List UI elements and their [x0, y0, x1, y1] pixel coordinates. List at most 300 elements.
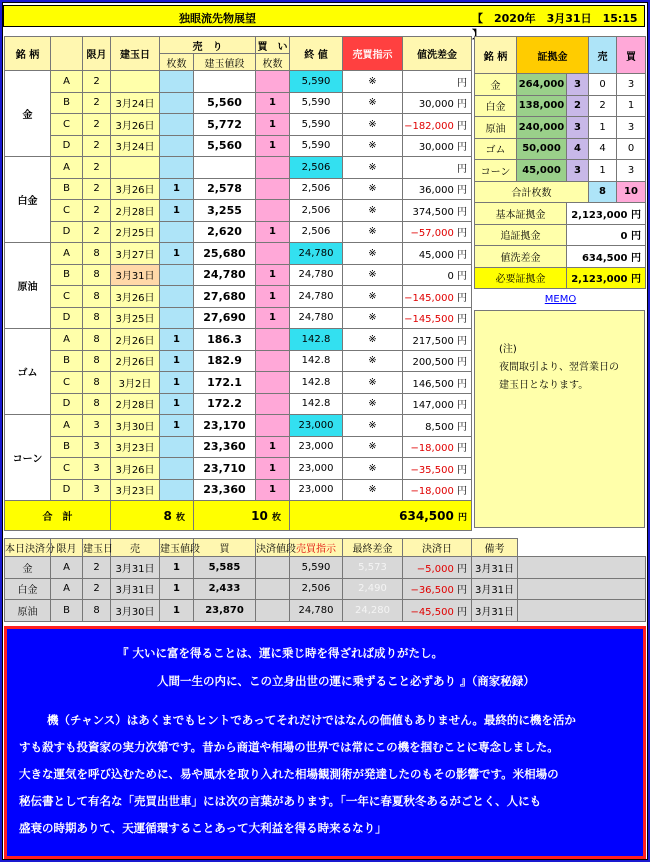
margin-commodity: コーン — [475, 160, 517, 182]
commodity-name: 原油 — [5, 243, 51, 329]
contract-letter: B — [51, 436, 83, 458]
mark-to-market-value: 634,500 円 — [567, 246, 646, 268]
sell-qty — [160, 92, 194, 114]
close-price: 5,590 — [290, 114, 343, 136]
contract-letter: D — [51, 135, 83, 157]
contract-letter: A — [51, 71, 83, 93]
position-row — [5, 71, 472, 93]
settle-header-8: 最終差金 — [343, 539, 403, 557]
pnl-value: 147,000 円 — [403, 393, 472, 415]
entry-price: 3,255 — [194, 200, 256, 222]
settle-pnl: −5,000 円 — [403, 557, 472, 579]
entry-price — [194, 71, 256, 93]
contract-month: 2 — [83, 221, 111, 243]
contract-month: 2 — [83, 114, 111, 136]
pnl-value: 200,500 円 — [403, 350, 472, 372]
position-row — [5, 436, 472, 458]
signal-mark: ※ — [343, 372, 403, 394]
settle-header-9: 決済日 — [403, 539, 472, 557]
sell-qty — [160, 157, 194, 179]
margin-row — [475, 95, 646, 117]
additional-margin-value: 0 円 — [567, 224, 646, 246]
sell-qty: 1 — [160, 243, 194, 265]
margin-count: 3 — [567, 160, 589, 182]
entry-price: 5,560 — [194, 135, 256, 157]
margin-buy: 3 — [617, 74, 646, 96]
settle-remarks — [518, 578, 646, 600]
col-sagaku: 値洗差金 — [403, 37, 472, 71]
close-price: 24,780 — [290, 286, 343, 308]
buy-qty — [256, 243, 290, 265]
contract-letter: B — [51, 350, 83, 372]
side-col-shoko: 証拠金 — [517, 37, 589, 74]
contract-letter: A — [51, 415, 83, 437]
contract-letter: C — [51, 286, 83, 308]
position-row — [5, 221, 472, 243]
sell-qty: 1 — [160, 393, 194, 415]
sell-qty — [160, 114, 194, 136]
position-row — [5, 135, 472, 157]
settle-header-2: 建玉日 — [83, 539, 111, 557]
entry-date: 3月25日 — [111, 307, 160, 329]
close-price: 2,506 — [290, 157, 343, 179]
signal-mark: ※ — [343, 114, 403, 136]
settle-sell: 1 — [160, 557, 194, 579]
signal-mark: ※ — [343, 178, 403, 200]
entry-price: 5,772 — [194, 114, 256, 136]
commodity-name: ゴム — [5, 329, 51, 415]
sell-qty: 1 — [160, 178, 194, 200]
close-price: 5,590 — [290, 92, 343, 114]
entry-price: 2,620 — [194, 221, 256, 243]
settle-date: 3月31日 — [472, 578, 518, 600]
sell-qty — [160, 286, 194, 308]
settle-header-6: 決済値段 — [256, 539, 290, 557]
position-row — [5, 157, 472, 179]
position-row — [5, 114, 472, 136]
entry-price: 172.1 — [194, 372, 256, 394]
signal-mark: ※ — [343, 135, 403, 157]
settle-header-1: 限月 — [51, 539, 83, 557]
contract-letter: A — [51, 157, 83, 179]
pnl-value: −145,500 円 — [403, 307, 472, 329]
contract-month: 8 — [83, 286, 111, 308]
signal-mark: ※ — [343, 286, 403, 308]
col-uri-maisuu: 枚数 — [160, 54, 194, 71]
margin-buy: 3 — [617, 160, 646, 182]
close-price: 23,000 — [290, 479, 343, 501]
margin-buy: 1 — [617, 95, 646, 117]
margin-table — [474, 36, 646, 289]
total-label: 合 計 — [5, 501, 111, 531]
pnl-value: 146,500 円 — [403, 372, 472, 394]
contract-letter: D — [51, 393, 83, 415]
entry-date: 2月26日 — [111, 350, 160, 372]
signal-mark: ※ — [343, 393, 403, 415]
entry-date: 2月28日 — [111, 200, 160, 222]
signal-mark: ※ — [343, 264, 403, 286]
position-row — [5, 350, 472, 372]
settle-price: 24,780 — [290, 600, 343, 622]
buy-qty: 1 — [256, 436, 290, 458]
buy-qty — [256, 157, 290, 179]
sell-qty — [160, 436, 194, 458]
entry-price: 186.3 — [194, 329, 256, 351]
settle-header-3: 売 — [111, 539, 160, 557]
entry-date: 3月31日 — [111, 264, 160, 286]
margin-amount: 45,000 — [517, 160, 567, 182]
entry-date: 3月23日 — [111, 436, 160, 458]
signal-mark: ※ — [343, 92, 403, 114]
settle-price: 5,590 — [290, 557, 343, 579]
col-meigara: 銘 柄 — [5, 37, 51, 71]
side-count-buy: 10 — [617, 181, 646, 203]
settle-entry-date: 3月31日 — [111, 557, 160, 579]
signal-mark: ※ — [343, 479, 403, 501]
settle-remarks — [518, 557, 646, 579]
quote-line-2: 人間一生の内に、この立身出世の運に乗ずること必ずあり 』（商家秘録） — [157, 674, 535, 688]
contract-month: 3 — [83, 458, 111, 480]
contract-month: 8 — [83, 372, 111, 394]
contract-month: 8 — [83, 329, 111, 351]
quote-line-4: すも殺すも投資家の実力次第です。昔から商道や相場の世界では常にこの機を掴むことに専念しました。 — [19, 740, 559, 754]
settle-header-10: 備考 — [472, 539, 518, 557]
buy-qty: 1 — [256, 479, 290, 501]
close-price: 142.8 — [290, 329, 343, 351]
close-price: 24,780 — [290, 264, 343, 286]
margin-commodity: 原油 — [475, 117, 517, 139]
contract-month: 8 — [83, 264, 111, 286]
settle-letter: A — [51, 557, 83, 579]
position-row — [5, 372, 472, 394]
pnl-value: −182,000 円 — [403, 114, 472, 136]
memo-box — [474, 294, 645, 528]
margin-sell: 1 — [589, 117, 617, 139]
basic-margin-value: 2,123,000 円 — [567, 203, 646, 225]
quote-line-7: 盛衰の時期ありて、天運循環することあって大利益を得る時来るなり」 — [19, 821, 387, 835]
close-price: 23,000 — [290, 436, 343, 458]
side-col-kai: 買 — [617, 37, 646, 74]
pnl-value: 円 — [403, 71, 472, 93]
sell-qty: 1 — [160, 329, 194, 351]
signal-mark: ※ — [343, 200, 403, 222]
pnl-value: −18,000 円 — [403, 479, 472, 501]
settle-date: 3月31日 — [472, 557, 518, 579]
pnl-value: −18,000 円 — [403, 436, 472, 458]
signal-mark: ※ — [343, 221, 403, 243]
contract-letter: C — [51, 458, 83, 480]
position-row — [5, 393, 472, 415]
buy-qty — [256, 71, 290, 93]
contract-letter: C — [51, 114, 83, 136]
signal-mark: ※ — [343, 350, 403, 372]
buy-qty: 1 — [256, 221, 290, 243]
settle-header-0: 本日決済分 — [5, 539, 51, 557]
settle-letter: A — [51, 578, 83, 600]
contract-month: 2 — [83, 135, 111, 157]
col-kai: 買 い — [256, 37, 290, 54]
margin-amount: 50,000 — [517, 138, 567, 160]
margin-sell: 4 — [589, 138, 617, 160]
settle-entry-date: 3月30日 — [111, 600, 160, 622]
memo-link[interactable]: MEMO — [544, 294, 577, 305]
signal-mark: ※ — [343, 71, 403, 93]
settle-header-4: 建玉値段 — [160, 539, 194, 557]
settle-buy — [256, 578, 290, 600]
pnl-value: 36,000 円 — [403, 178, 472, 200]
additional-margin-label: 追証拠金 — [475, 224, 567, 246]
contract-month: 2 — [83, 200, 111, 222]
entry-date: 3月24日 — [111, 92, 160, 114]
sell-qty — [160, 221, 194, 243]
entry-date — [111, 71, 160, 93]
entry-date: 2月25日 — [111, 221, 160, 243]
settle-row — [5, 557, 646, 579]
settle-row — [5, 578, 646, 600]
margin-row — [475, 117, 646, 139]
contract-month: 2 — [83, 92, 111, 114]
sell-qty — [160, 458, 194, 480]
total-diff: 634,500 円 — [290, 501, 472, 531]
contract-letter: D — [51, 221, 83, 243]
close-price: 5,590 — [290, 135, 343, 157]
settle-row — [5, 600, 646, 622]
entry-date: 3月26日 — [111, 286, 160, 308]
contract-month: 8 — [83, 307, 111, 329]
margin-amount: 264,000 — [517, 74, 567, 96]
signal-mark: ※ — [343, 307, 403, 329]
entry-price: 27,680 — [194, 286, 256, 308]
settle-date: 3月31日 — [472, 600, 518, 622]
date-stamp: 【 2020年 3月31日 15:15 】 — [472, 12, 638, 41]
total-sell: 8 枚 — [111, 501, 194, 531]
margin-sell: 1 — [589, 160, 617, 182]
required-margin-value: 2,123,000 円 — [567, 267, 646, 289]
margin-count: 4 — [567, 138, 589, 160]
pnl-value: 0 円 — [403, 264, 472, 286]
entry-price: 172.2 — [194, 393, 256, 415]
sell-qty: 1 — [160, 200, 194, 222]
margin-buy: 3 — [617, 117, 646, 139]
sell-qty — [160, 135, 194, 157]
col-uri: 売 り — [160, 37, 256, 54]
sell-qty: 1 — [160, 372, 194, 394]
contract-month: 2 — [83, 157, 111, 179]
margin-buy: 0 — [617, 138, 646, 160]
settle-signal: 24,280 — [343, 600, 403, 622]
settle-commodity: 白金 — [5, 578, 51, 600]
contract-month: 3 — [83, 436, 111, 458]
margin-amount: 240,000 — [517, 117, 567, 139]
position-row — [5, 286, 472, 308]
close-price: 24,780 — [290, 243, 343, 265]
contract-letter: C — [51, 200, 83, 222]
settle-month: 2 — [83, 578, 111, 600]
contract-letter: C — [51, 372, 83, 394]
positions-table — [4, 36, 472, 531]
settle-letter: B — [51, 600, 83, 622]
margin-commodity: 白金 — [475, 95, 517, 117]
side-col-meigara: 銘 柄 — [475, 37, 517, 74]
margin-row — [475, 138, 646, 160]
pnl-value: −35,500 円 — [403, 458, 472, 480]
entry-date: 3月27日 — [111, 243, 160, 265]
entry-price: 5,560 — [194, 92, 256, 114]
buy-qty: 1 — [256, 114, 290, 136]
side-count-sell: 8 — [589, 181, 617, 203]
close-price: 5,590 — [290, 71, 343, 93]
close-price: 2,506 — [290, 200, 343, 222]
commodity-name: 白金 — [5, 157, 51, 243]
position-row — [5, 200, 472, 222]
settle-buy — [256, 600, 290, 622]
margin-count: 2 — [567, 95, 589, 117]
quote-line-1: 『 大いに富を得ることは、運に乗じ時を得ざれば成りがたし。 — [117, 646, 444, 660]
col-gentsuki: 限月 — [83, 37, 111, 71]
settle-entry-price: 2,433 — [194, 578, 256, 600]
contract-letter: A — [51, 329, 83, 351]
sell-qty — [160, 307, 194, 329]
required-margin-label: 必要証拠金 — [475, 267, 567, 289]
position-row — [5, 307, 472, 329]
entry-price: 2,578 — [194, 178, 256, 200]
buy-qty — [256, 415, 290, 437]
signal-mark: ※ — [343, 415, 403, 437]
settle-entry-price: 5,585 — [194, 557, 256, 579]
settle-entry-price: 23,870 — [194, 600, 256, 622]
entry-date: 3月24日 — [111, 135, 160, 157]
basic-margin-label: 基本証拠金 — [475, 203, 567, 225]
settle-buy — [256, 557, 290, 579]
contract-letter: A — [51, 243, 83, 265]
settle-month: 8 — [83, 600, 111, 622]
entry-price: 23,170 — [194, 415, 256, 437]
entry-date: 3月23日 — [111, 479, 160, 501]
contract-month: 3 — [83, 415, 111, 437]
commodity-name: 金 — [5, 71, 51, 157]
buy-qty: 1 — [256, 135, 290, 157]
entry-price: 23,360 — [194, 479, 256, 501]
pnl-value: −145,000 円 — [403, 286, 472, 308]
close-price: 142.8 — [290, 393, 343, 415]
position-row — [5, 264, 472, 286]
memo-note: (注) 夜間取引より、翌営業日の 建玉日となります。 — [499, 344, 619, 391]
margin-sell: 2 — [589, 95, 617, 117]
margin-sell: 0 — [589, 74, 617, 96]
quote-line-5: 大きな運気を呼び込むために、易や風水を取り入れた相場観測術が発達したのもその影響です。米相場の — [19, 767, 559, 781]
sell-qty: 1 — [160, 350, 194, 372]
contract-letter: B — [51, 264, 83, 286]
col-signal: 売買指示 — [343, 37, 403, 71]
close-price: 2,506 — [290, 178, 343, 200]
position-row — [5, 415, 472, 437]
close-price: 142.8 — [290, 372, 343, 394]
entry-price: 24,780 — [194, 264, 256, 286]
entry-date: 3月26日 — [111, 178, 160, 200]
position-row — [5, 178, 472, 200]
col-owarine: 終 値 — [290, 37, 343, 71]
entry-date: 3月30日 — [111, 415, 160, 437]
entry-price: 23,710 — [194, 458, 256, 480]
pnl-value: 45,000 円 — [403, 243, 472, 265]
margin-commodity: ゴム — [475, 138, 517, 160]
close-price: 142.8 — [290, 350, 343, 372]
margin-commodity: 金 — [475, 74, 517, 96]
close-price: 23,000 — [290, 458, 343, 480]
quote-line-6: 秘伝書として有名な「売買出世車」には次の言葉があります。「一年に春夏秋冬あるがごとく、人にも — [19, 794, 542, 808]
page-title: 独眼流先物展望 — [179, 12, 256, 25]
contract-letter: B — [51, 92, 83, 114]
settle-signal: 5,573 — [343, 557, 403, 579]
contract-month: 8 — [83, 393, 111, 415]
title-bar — [3, 5, 645, 41]
contract-month: 2 — [83, 178, 111, 200]
entry-price: 23,360 — [194, 436, 256, 458]
col-tateyobi: 建玉日 — [111, 37, 160, 71]
entry-date: 2月28日 — [111, 393, 160, 415]
buy-qty: 1 — [256, 307, 290, 329]
settle-header-7: 売買指示 — [290, 539, 343, 557]
commodity-name: コーン — [5, 415, 51, 501]
pnl-value: 8,500 円 — [403, 415, 472, 437]
entry-date: 3月26日 — [111, 114, 160, 136]
settle-entry-date: 3月31日 — [111, 578, 160, 600]
settle-price: 2,506 — [290, 578, 343, 600]
buy-qty — [256, 393, 290, 415]
signal-mark: ※ — [343, 329, 403, 351]
settle-remarks — [518, 600, 646, 622]
contract-letter: D — [51, 307, 83, 329]
quote-line-3: 機（チャンス）はあくまでもヒントであってそれだけではなんの価値もありません。最終的に機を活か — [47, 713, 576, 727]
pnl-value: 374,500 円 — [403, 200, 472, 222]
contract-month: 2 — [83, 71, 111, 93]
entry-date: 3月26日 — [111, 458, 160, 480]
entry-price: 182.9 — [194, 350, 256, 372]
contract-month: 8 — [83, 243, 111, 265]
signal-mark: ※ — [343, 157, 403, 179]
total-buy: 10 枚 — [194, 501, 290, 531]
position-row — [5, 458, 472, 480]
side-count-label: 合計枚数 — [475, 181, 589, 203]
settle-month: 2 — [83, 557, 111, 579]
settle-sell: 1 — [160, 600, 194, 622]
settle-pnl: −36,500 円 — [403, 578, 472, 600]
buy-qty — [256, 372, 290, 394]
entry-price: 25,680 — [194, 243, 256, 265]
position-row — [5, 329, 472, 351]
settle-signal: 2,490 — [343, 578, 403, 600]
side-col-uri: 売 — [589, 37, 617, 74]
buy-qty — [256, 200, 290, 222]
margin-row — [475, 160, 646, 182]
buy-qty: 1 — [256, 264, 290, 286]
buy-qty: 1 — [256, 458, 290, 480]
settle-sell: 1 — [160, 578, 194, 600]
pnl-value: 30,000 円 — [403, 92, 472, 114]
sell-qty — [160, 264, 194, 286]
buy-qty — [256, 178, 290, 200]
close-price: 2,506 — [290, 221, 343, 243]
margin-count: 3 — [567, 117, 589, 139]
signal-mark: ※ — [343, 458, 403, 480]
settle-commodity: 金 — [5, 557, 51, 579]
buy-qty — [256, 329, 290, 351]
contract-letter: D — [51, 479, 83, 501]
proverb-box — [4, 626, 646, 859]
pnl-value: −57,000 円 — [403, 221, 472, 243]
col-kai-maisuu: 枚数 — [256, 54, 290, 71]
close-price: 23,000 — [290, 415, 343, 437]
